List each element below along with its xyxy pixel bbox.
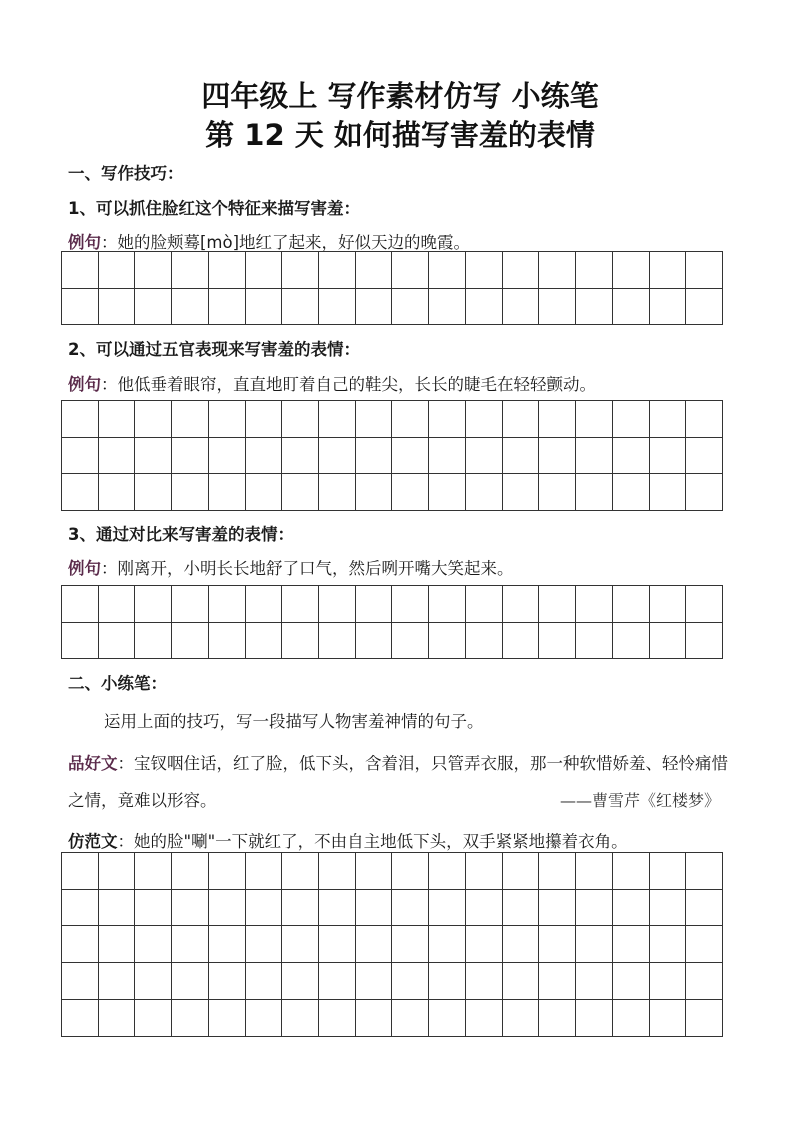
grid-cell[interactable]: [209, 474, 246, 511]
grid-cell[interactable]: [99, 438, 136, 475]
grid-cell[interactable]: [172, 926, 209, 963]
grid-cell[interactable]: [319, 401, 356, 438]
grid-cell[interactable]: [62, 1000, 99, 1037]
grid-cell[interactable]: [686, 926, 723, 963]
grid-cell[interactable]: [209, 963, 246, 1000]
grid-cell[interactable]: [356, 474, 393, 511]
grid-cell[interactable]: [282, 401, 319, 438]
example-sentence: ：他低垂着眼帘，直直地盯着自己的鞋尖，长长的睫毛在轻轻颤动。: [101, 375, 596, 394]
example-label: 例句: [68, 559, 101, 578]
grid-cell[interactable]: [650, 853, 687, 890]
grid-cell[interactable]: [503, 963, 540, 1000]
grid-cell[interactable]: [503, 401, 540, 438]
grid-cell[interactable]: [282, 890, 319, 927]
grid-cell[interactable]: [466, 623, 503, 660]
grid-cell[interactable]: [576, 1000, 613, 1037]
grid-cell[interactable]: [392, 890, 429, 927]
grid-cell[interactable]: [99, 1000, 136, 1037]
grid-cell[interactable]: [429, 586, 466, 623]
grid-cell[interactable]: [356, 586, 393, 623]
grid-cell[interactable]: [392, 401, 429, 438]
grid-cell[interactable]: [686, 853, 723, 890]
tip-3-title: 3、通过对比来写害羞的表情：: [68, 525, 294, 544]
good-text-source: ——曹雪芹《红楼梦》: [559, 791, 720, 810]
grid-cell[interactable]: [135, 853, 172, 890]
grid-cell[interactable]: [282, 586, 319, 623]
grid-cell[interactable]: [392, 1000, 429, 1037]
writing-grid-1[interactable]: [61, 251, 723, 325]
grid-cell[interactable]: [539, 623, 576, 660]
grid-cell[interactable]: [466, 963, 503, 1000]
grid-cell[interactable]: [576, 252, 613, 289]
grid-cell[interactable]: [209, 289, 246, 326]
grid-cell[interactable]: [319, 438, 356, 475]
title-line-2: 第 12 天 如何描写害羞的表情: [205, 118, 595, 152]
grid-cell[interactable]: [62, 401, 99, 438]
grid-cell[interactable]: [576, 963, 613, 1000]
grid-cell[interactable]: [99, 853, 136, 890]
grid-cell[interactable]: [503, 1000, 540, 1037]
grid-cell[interactable]: [613, 926, 650, 963]
grid-cell[interactable]: [62, 963, 99, 1000]
grid-cell[interactable]: [576, 890, 613, 927]
grid-cell[interactable]: [503, 438, 540, 475]
grid-cell[interactable]: [319, 1000, 356, 1037]
grid-cell[interactable]: [99, 963, 136, 1000]
grid-cell[interactable]: [356, 438, 393, 475]
grid-cell[interactable]: [466, 252, 503, 289]
grid-cell[interactable]: [246, 474, 283, 511]
grid-cell[interactable]: [99, 474, 136, 511]
grid-cell[interactable]: [503, 890, 540, 927]
writing-grid-2[interactable]: [61, 400, 723, 511]
grid-cell[interactable]: [576, 586, 613, 623]
grid-cell[interactable]: [172, 401, 209, 438]
grid-cell[interactable]: [613, 474, 650, 511]
grid-cell[interactable]: [539, 1000, 576, 1037]
grid-cell[interactable]: [209, 1000, 246, 1037]
grid-cell[interactable]: [356, 401, 393, 438]
practice-instruction: 运用上面的技巧，写一段描写人物害羞神情的句子。: [104, 712, 484, 731]
grid-cell[interactable]: [99, 289, 136, 326]
grid-cell[interactable]: [392, 586, 429, 623]
grid-cell[interactable]: [686, 963, 723, 1000]
grid-cell[interactable]: [246, 1000, 283, 1037]
grid-cell[interactable]: [429, 474, 466, 511]
grid-cell[interactable]: [62, 289, 99, 326]
grid-cell[interactable]: [172, 890, 209, 927]
grid-cell[interactable]: [392, 963, 429, 1000]
grid-cell[interactable]: [613, 623, 650, 660]
grid-cell[interactable]: [246, 401, 283, 438]
grid-cell[interactable]: [466, 586, 503, 623]
grid-cell[interactable]: [650, 252, 687, 289]
grid-cell[interactable]: [135, 438, 172, 475]
grid-cell[interactable]: [135, 963, 172, 1000]
grid-cell[interactable]: [686, 289, 723, 326]
grid-cell[interactable]: [576, 438, 613, 475]
grid-cell[interactable]: [650, 474, 687, 511]
grid-cell[interactable]: [356, 623, 393, 660]
grid-cell[interactable]: [429, 289, 466, 326]
grid-cell[interactable]: [650, 890, 687, 927]
grid-cell[interactable]: [135, 623, 172, 660]
grid-cell[interactable]: [209, 401, 246, 438]
grid-cell[interactable]: [246, 963, 283, 1000]
grid-cell[interactable]: [539, 289, 576, 326]
grid-cell[interactable]: [392, 853, 429, 890]
writing-grid-3[interactable]: [61, 585, 723, 659]
grid-cell[interactable]: [466, 890, 503, 927]
tip-3-example: [68, 555, 514, 579]
grid-cell[interactable]: [613, 438, 650, 475]
grid-cell[interactable]: [319, 890, 356, 927]
grid-cell[interactable]: [99, 926, 136, 963]
grid-cell[interactable]: [686, 252, 723, 289]
grid-cell[interactable]: [429, 438, 466, 475]
grid-cell[interactable]: [209, 853, 246, 890]
grid-cell[interactable]: [172, 474, 209, 511]
grid-cell[interactable]: [686, 438, 723, 475]
grid-cell[interactable]: [356, 890, 393, 927]
grid-cell[interactable]: [356, 289, 393, 326]
grid-cell[interactable]: [429, 890, 466, 927]
grid-cell[interactable]: [99, 623, 136, 660]
grid-cell[interactable]: [576, 926, 613, 963]
grid-cell[interactable]: [686, 474, 723, 511]
grid-cell[interactable]: [209, 926, 246, 963]
grid-cell[interactable]: [503, 474, 540, 511]
grid-cell[interactable]: [392, 926, 429, 963]
grid-cell[interactable]: [282, 926, 319, 963]
grid-cell[interactable]: [62, 438, 99, 475]
grid-cell[interactable]: [613, 252, 650, 289]
section-2-heading: 二、小练笔：: [68, 674, 167, 693]
grid-cell[interactable]: [356, 853, 393, 890]
grid-cell[interactable]: [613, 401, 650, 438]
grid-cell[interactable]: [172, 1000, 209, 1037]
grid-cell[interactable]: [576, 289, 613, 326]
grid-cell[interactable]: [392, 438, 429, 475]
grid-cell[interactable]: [686, 623, 723, 660]
grid-cell[interactable]: [62, 890, 99, 927]
grid-cell[interactable]: [613, 1000, 650, 1037]
grid-cell[interactable]: [466, 289, 503, 326]
imitation-label: 仿范文: [68, 832, 118, 851]
grid-cell[interactable]: [209, 252, 246, 289]
grid-cell[interactable]: [135, 890, 172, 927]
grid-cell[interactable]: [650, 926, 687, 963]
grid-cell[interactable]: [319, 252, 356, 289]
grid-cell[interactable]: [539, 252, 576, 289]
example-sentence: ：她的脸颊蓦[mò]地红了起来，好似天边的晚霞。: [101, 233, 471, 252]
grid-cell[interactable]: [246, 289, 283, 326]
grid-cell[interactable]: [466, 474, 503, 511]
grid-cell[interactable]: [99, 401, 136, 438]
grid-cell[interactable]: [209, 438, 246, 475]
grid-cell[interactable]: [282, 963, 319, 1000]
grid-cell[interactable]: [503, 289, 540, 326]
grid-cell[interactable]: [282, 474, 319, 511]
grid-cell[interactable]: [246, 926, 283, 963]
grid-cell[interactable]: [429, 623, 466, 660]
grid-cell[interactable]: [650, 623, 687, 660]
grid-cell[interactable]: [172, 438, 209, 475]
grid-cell[interactable]: [246, 853, 283, 890]
grid-cell[interactable]: [135, 1000, 172, 1037]
grid-cell[interactable]: [539, 401, 576, 438]
grid-cell[interactable]: [282, 438, 319, 475]
grid-cell[interactable]: [392, 474, 429, 511]
grid-cell[interactable]: [466, 401, 503, 438]
grid-cell[interactable]: [282, 252, 319, 289]
grid-cell[interactable]: [686, 1000, 723, 1037]
grid-cell[interactable]: [539, 586, 576, 623]
imitation-paragraph: [68, 828, 628, 852]
good-text-body: ：宝钗咽住话，红了脸，低下头，含着泪，只管弄衣服，那一种软惜娇羞、轻怜痛惜之情，竟难以形容。: [68, 754, 728, 810]
grid-cell[interactable]: [99, 252, 136, 289]
grid-cell[interactable]: [246, 252, 283, 289]
grid-cell[interactable]: [392, 623, 429, 660]
grid-cell[interactable]: [282, 623, 319, 660]
grid-cell[interactable]: [135, 926, 172, 963]
section-1-heading: 一、写作技巧：: [68, 164, 184, 183]
grid-cell[interactable]: [466, 926, 503, 963]
grid-cell[interactable]: [99, 586, 136, 623]
grid-cell[interactable]: [650, 1000, 687, 1037]
grid-cell[interactable]: [319, 474, 356, 511]
tip-2-title: 2、可以通过五官表现来写害羞的表情：: [68, 340, 360, 359]
grid-cell[interactable]: [356, 963, 393, 1000]
grid-cell[interactable]: [650, 438, 687, 475]
tip-2-example: [68, 371, 596, 395]
grid-cell[interactable]: [172, 963, 209, 1000]
grid-cell[interactable]: [613, 853, 650, 890]
grid-cell[interactable]: [686, 890, 723, 927]
example-label: 例句: [68, 233, 101, 252]
grid-cell[interactable]: [503, 252, 540, 289]
grid-cell[interactable]: [135, 252, 172, 289]
tip-1-title: 1、可以抓住脸红这个特征来描写害羞：: [68, 199, 360, 218]
grid-cell[interactable]: [319, 926, 356, 963]
imitation-body: ：她的脸"唰"一下就红了，不由自主地低下头，双手紧紧地攥着衣角。: [117, 832, 628, 851]
grid-cell[interactable]: [392, 252, 429, 289]
grid-cell[interactable]: [650, 289, 687, 326]
grid-cell[interactable]: [172, 252, 209, 289]
grid-cell[interactable]: [209, 890, 246, 927]
grid-cell[interactable]: [686, 586, 723, 623]
grid-cell[interactable]: [503, 586, 540, 623]
grid-cell[interactable]: [650, 586, 687, 623]
grid-cell[interactable]: [135, 289, 172, 326]
grid-cell[interactable]: [686, 401, 723, 438]
grid-cell[interactable]: [356, 926, 393, 963]
grid-cell[interactable]: [503, 853, 540, 890]
grid-cell[interactable]: [429, 926, 466, 963]
grid-cell[interactable]: [576, 623, 613, 660]
grid-cell[interactable]: [319, 963, 356, 1000]
grid-cell[interactable]: [319, 586, 356, 623]
good-text-label: 品好文: [68, 754, 118, 773]
grid-cell[interactable]: [172, 623, 209, 660]
grid-cell[interactable]: [356, 1000, 393, 1037]
grid-cell[interactable]: [650, 401, 687, 438]
title-line-1: 四年级上 写作素材仿写 小练笔: [201, 79, 599, 113]
grid-cell[interactable]: [209, 586, 246, 623]
grid-cell[interactable]: [246, 438, 283, 475]
grid-cell[interactable]: [135, 474, 172, 511]
grid-cell[interactable]: [62, 252, 99, 289]
tip-1-example: [68, 229, 470, 253]
grid-cell[interactable]: [282, 1000, 319, 1037]
grid-cell[interactable]: [539, 963, 576, 1000]
grid-cell[interactable]: [319, 623, 356, 660]
grid-cell[interactable]: [613, 586, 650, 623]
grid-cell[interactable]: [429, 252, 466, 289]
example-label: 例句: [68, 375, 101, 394]
grid-cell[interactable]: [539, 890, 576, 927]
grid-cell[interactable]: [429, 963, 466, 1000]
grid-cell[interactable]: [539, 474, 576, 511]
grid-cell[interactable]: [319, 289, 356, 326]
grid-cell[interactable]: [466, 1000, 503, 1037]
grid-cell[interactable]: [62, 586, 99, 623]
grid-cell[interactable]: [650, 963, 687, 1000]
grid-cell[interactable]: [429, 853, 466, 890]
grid-cell[interactable]: [576, 474, 613, 511]
writing-grid-4[interactable]: [61, 852, 723, 1037]
grid-cell[interactable]: [466, 438, 503, 475]
grid-cell[interactable]: [282, 853, 319, 890]
example-sentence: ：刚离开，小明长长地舒了口气，然后咧开嘴大笑起来。: [101, 559, 514, 578]
grid-cell[interactable]: [392, 289, 429, 326]
grid-cell[interactable]: [172, 853, 209, 890]
grid-cell[interactable]: [135, 586, 172, 623]
grid-cell[interactable]: [246, 890, 283, 927]
grid-cell[interactable]: [429, 1000, 466, 1037]
grid-cell[interactable]: [282, 289, 319, 326]
grid-cell[interactable]: [135, 401, 172, 438]
grid-cell[interactable]: [539, 438, 576, 475]
grid-cell[interactable]: [172, 289, 209, 326]
grid-cell[interactable]: [62, 474, 99, 511]
grid-cell[interactable]: [503, 926, 540, 963]
grid-cell[interactable]: [246, 586, 283, 623]
grid-cell[interactable]: [613, 289, 650, 326]
grid-cell[interactable]: [62, 623, 99, 660]
grid-cell[interactable]: [576, 853, 613, 890]
grid-cell[interactable]: [613, 963, 650, 1000]
grid-cell[interactable]: [539, 853, 576, 890]
grid-cell[interactable]: [62, 853, 99, 890]
grid-cell[interactable]: [209, 623, 246, 660]
grid-cell[interactable]: [613, 890, 650, 927]
grid-cell[interactable]: [246, 623, 283, 660]
grid-cell[interactable]: [99, 890, 136, 927]
grid-cell[interactable]: [62, 926, 99, 963]
grid-cell[interactable]: [172, 586, 209, 623]
grid-cell[interactable]: [466, 853, 503, 890]
grid-cell[interactable]: [319, 853, 356, 890]
grid-cell[interactable]: [429, 401, 466, 438]
grid-cell[interactable]: [356, 252, 393, 289]
grid-cell[interactable]: [539, 926, 576, 963]
grid-cell[interactable]: [576, 401, 613, 438]
grid-cell[interactable]: [503, 623, 540, 660]
